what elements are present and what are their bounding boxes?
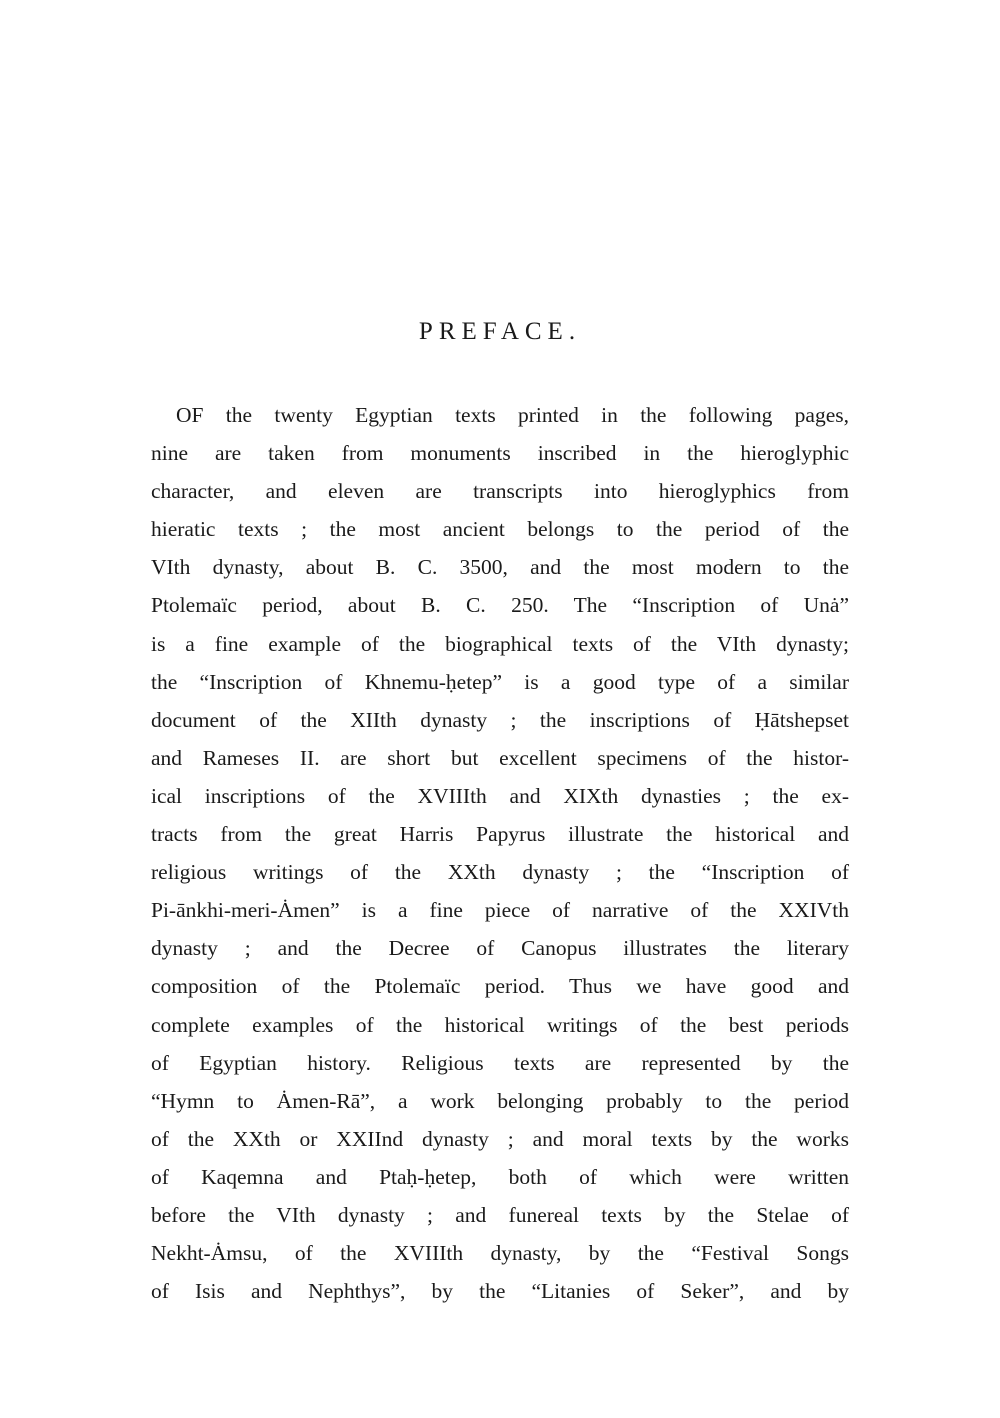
text-line: tracts from the great Harris Papyrus illustrate the historical and — [151, 822, 849, 847]
text-line: of Kaqemna and Ptaḥ-ḥetep, both of which were written — [151, 1164, 849, 1189]
text-line: hieratic texts ; the most ancient belongs to the period of the — [151, 517, 849, 542]
text-line: Pi-ānkhi-meri-Ȧmen” is a fine piece of narrative of the XXIVth — [151, 898, 849, 923]
text-line: Ptolemaïc period, about B. C. 250. The “Inscription of Unȧ” — [151, 593, 849, 618]
text-line: nine are taken from monuments inscribed in the hieroglyphic — [151, 441, 849, 466]
text-line: the “Inscription of Khnemu-ḥetep” is a good type of a similar — [151, 669, 849, 694]
text-line: of Egyptian history. Religious texts are represented by the — [151, 1050, 849, 1075]
text-line: “Hymn to Ȧmen-Rā”, a work belonging probably to the period — [151, 1088, 849, 1113]
text-line: dynasty ; and the Decree of Canopus illustrates the literary — [151, 936, 849, 961]
text-line: VIth dynasty, about B. C. 3500, and the most modern to the — [151, 555, 849, 580]
text-line: Nekht-Ȧmsu, of the XVIIIth dynasty, by the “Festival Songs — [151, 1241, 849, 1266]
text-line: complete examples of the historical writings of the best periods — [151, 1012, 849, 1037]
text-line: ical inscriptions of the XVIIIth and XIXth dynasties ; the ex- — [151, 783, 849, 808]
text-line: of Isis and Nephthys”, by the “Litanies of Seker”, and by — [151, 1279, 849, 1304]
text-line: composition of the Ptolemaïc period. Thus we have good and — [151, 974, 849, 999]
page-title: PREFACE. — [418, 318, 582, 345]
text-line: before the VIth dynasty ; and funereal texts by the Stelae of — [151, 1202, 849, 1227]
text-line: character, and eleven are transcripts into hieroglyphics from — [151, 479, 849, 504]
text-line: document of the XIIth dynasty ; the inscriptions of Ḥātshepset — [151, 707, 849, 732]
text-line: is a fine example of the biographical texts of the VIth dynasty; — [151, 631, 849, 656]
text-line: OF the twenty Egyptian texts printed in the following pages, — [176, 403, 849, 427]
preface-body — [151, 396, 849, 1310]
text-line: of the XXth or XXIInd dynasty ; and moral texts by the works — [151, 1126, 849, 1151]
text-line: religious writings of the XXth dynasty ; the “Inscription of — [151, 860, 849, 885]
text-line: and Rameses II. are short but excellent specimens of the histor- — [151, 745, 849, 770]
